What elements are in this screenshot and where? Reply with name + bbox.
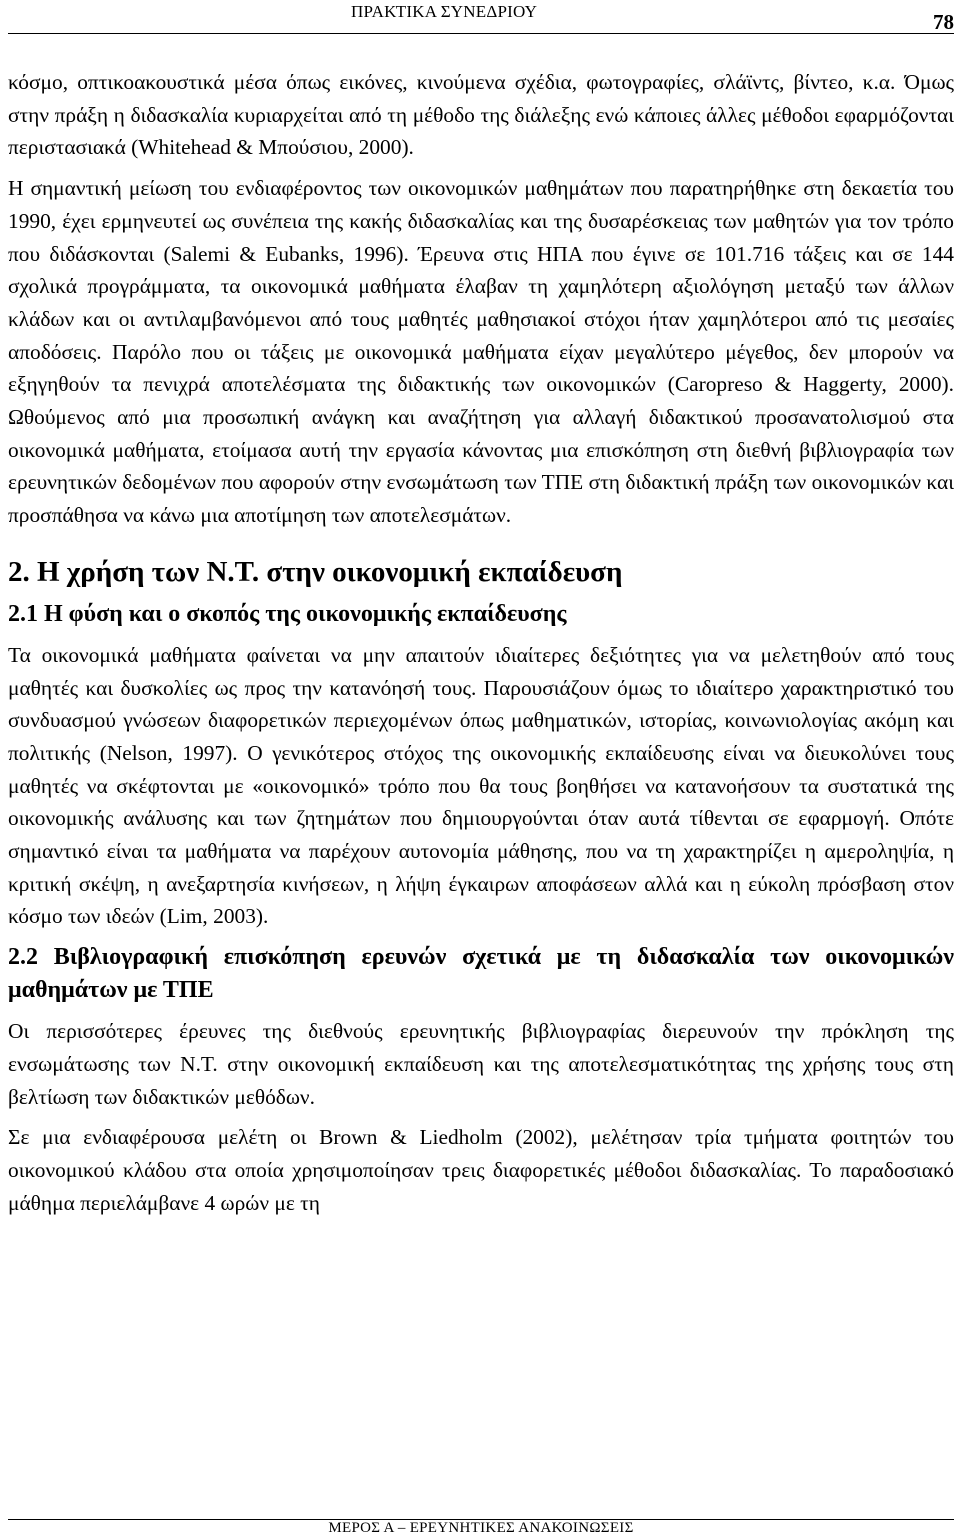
subsection-2-1-heading: 2.1 Η φύση και ο σκοπός της οικονομικής εκπαίδευσης <box>8 600 567 627</box>
running-title: ΠΡΑΚΤΙΚΑ ΣΥΝΕΔΡΙΟΥ <box>351 2 538 21</box>
subsection-2-2-heading: 2.2 Βιβλιογραφική επισκόπηση ερευνών σχετικά με τη διδασκαλία των οικονομικών μαθημάτων με ΤΠΕ <box>8 944 954 1004</box>
paragraph-economics-interest: Η σημαντική μείωση του ενδιαφέροντος των οικονομικών μαθημάτων που παρατηρήθηκε στη δεκαετία του 1990, έχει ερμηνευτεί ως συνέπεια της κακής διδασκαλίας και της δυσαρέσκειας των μαθητών για τον τρόπο που διδάσκονται (Salemi & Eubanks, 1996). Έρευνα στις ΗΠΑ που έγινε σε 101.716 τάξεις και σε 144 σχολικά προγράμματα, τα οικονομικά μαθήματα έλαβαν τη χαμηλότερη αξιολόγηση μεταξύ των άλλων κλάδων και οι αντιλαμβανόμενοι από τους μαθητές μαθησιακοί στόχοι ήταν χαμηλότεροι από τις μεσαίες αποδόσεις. Παρόλο που οι τάξεις με οικονομικά μαθήματα είχαν μεγαλύτερο μέγεθος, δεν μπορούν να εξηγηθούν τα πενιχρά αποτελέσματα της διδακτικής των οικονομικών (Caropreso & Haggerty, 2000). Ωθούμενος από μια προσωπική ανάγκη και αναζήτηση για αλλαγή διδακτικού προσανατολισμού στα οικονομικά μαθήματα, ετοίμασα αυτή την εργασία κάνοντας μια επισκόπηση στη διεθνή βιβλιογραφία των ερευνητικών δεδομένων που αφορούν στην ενσωμάτωση των ΤΠΕ στη διδακτική πράξη των οικονομικών και προσπάθησα να κάνω μια αποτίμηση των αποτελεσμάτων. <box>8 176 954 528</box>
document-body <box>8 66 954 1219</box>
paragraph-nature-purpose: Τα οικονομικά μαθήματα φαίνεται να μην απαιτούν ιδιαίτερες δεξιότητες για να μελετηθούν από τους μαθητές και δυσκολίες ως προς την κατανόησή τους. Παρουσιάζουν όμως το ιδιαίτερο χαρακτηριστικό του συνδυασμού γνώσεων διαφορετικών περιεχομένων όπως μαθηματικών, ιστορίας, κοινωνιολογίας ακόμη και πολιτικής (Nelson, 1997). Ο γενικότερος στόχος της οικονομικής εκπαίδευσης είναι να διευκολύνει τους μαθητές να σκέφτονται με «οικονομικό» τρόπο που θα τους βοηθήσει να κατανοήσουν τα συστατικά της οικονομικής ανάλυσης και των ζητημάτων που δημιουργούνται όταν αυτά τίθενται σε εφαρμογή. Οπότε σημαντικό είναι τα μαθήματα να παρέχουν αυτονομία μάθησης, που να τη χαρακτηρίζει η αμεροληψία, η κριτική σκέψη, η ανεξαρτησία κινήσεων, η λήψη έγκαιρων αποφάσεων αλλά και η εύκολη πρόσβαση στον κόσμο των ιδεών (Lim, 2003). <box>8 642 954 929</box>
running-footer: ΜΕΡΟΣ Α – ΕΡΕΥΝΗΤΙΚΕΣ ΑΝΑΚΟΙΝΩΣΕΙΣ <box>328 1520 634 1536</box>
page-footer <box>8 1519 954 1536</box>
page-header <box>8 2 954 32</box>
section-2-heading: 2. Η χρήση των Ν.Τ. στην οικονομική εκπαίδευση <box>8 555 623 588</box>
paragraph-brown-liedholm: Σε μια ενδιαφέρουσα μελέτη οι Brown & Liedholm (2002), μελέτησαν τρία τμήματα φοιτητών του οικονομικού κλάδου στα οποία χρησιμοποίησαν τρεις διαφορετικές μέθοδοι διδασκαλίας. Το παραδοσιακό μάθημα περιελάμβανε 4 ωρών με τη <box>8 1125 954 1215</box>
header-divider <box>8 33 954 34</box>
paragraph-literature-review: Οι περισσότερες έρευνες της διεθνούς ερευνητικής βιβλιογραφίας διερευνούν την πρόκληση της ενσωμάτωσης των Ν.Τ. στην οικονομική εκπαίδευση και της αποτελεσματικότητας της χρήσης τους στη βελτίωση των διδακτικών μεθόδων. <box>8 1019 954 1109</box>
paragraph-continuation: κόσμο, οπτικοακουστικά μέσα όπως εικόνες, κινούμενα σχέδια, φωτογραφίες, σλάϊντς, βίντεο, κ.α. Όμως στην πράξη η διδασκαλία κυριαρχείται από τη μέθοδο της διάλεξης ενώ κάποιες άλλες μέθοδοι εφαρμόζονται περιστασιακά (Whitehead & Μπούσιου, 2000). <box>8 70 954 160</box>
page-number: 78 <box>933 10 954 34</box>
